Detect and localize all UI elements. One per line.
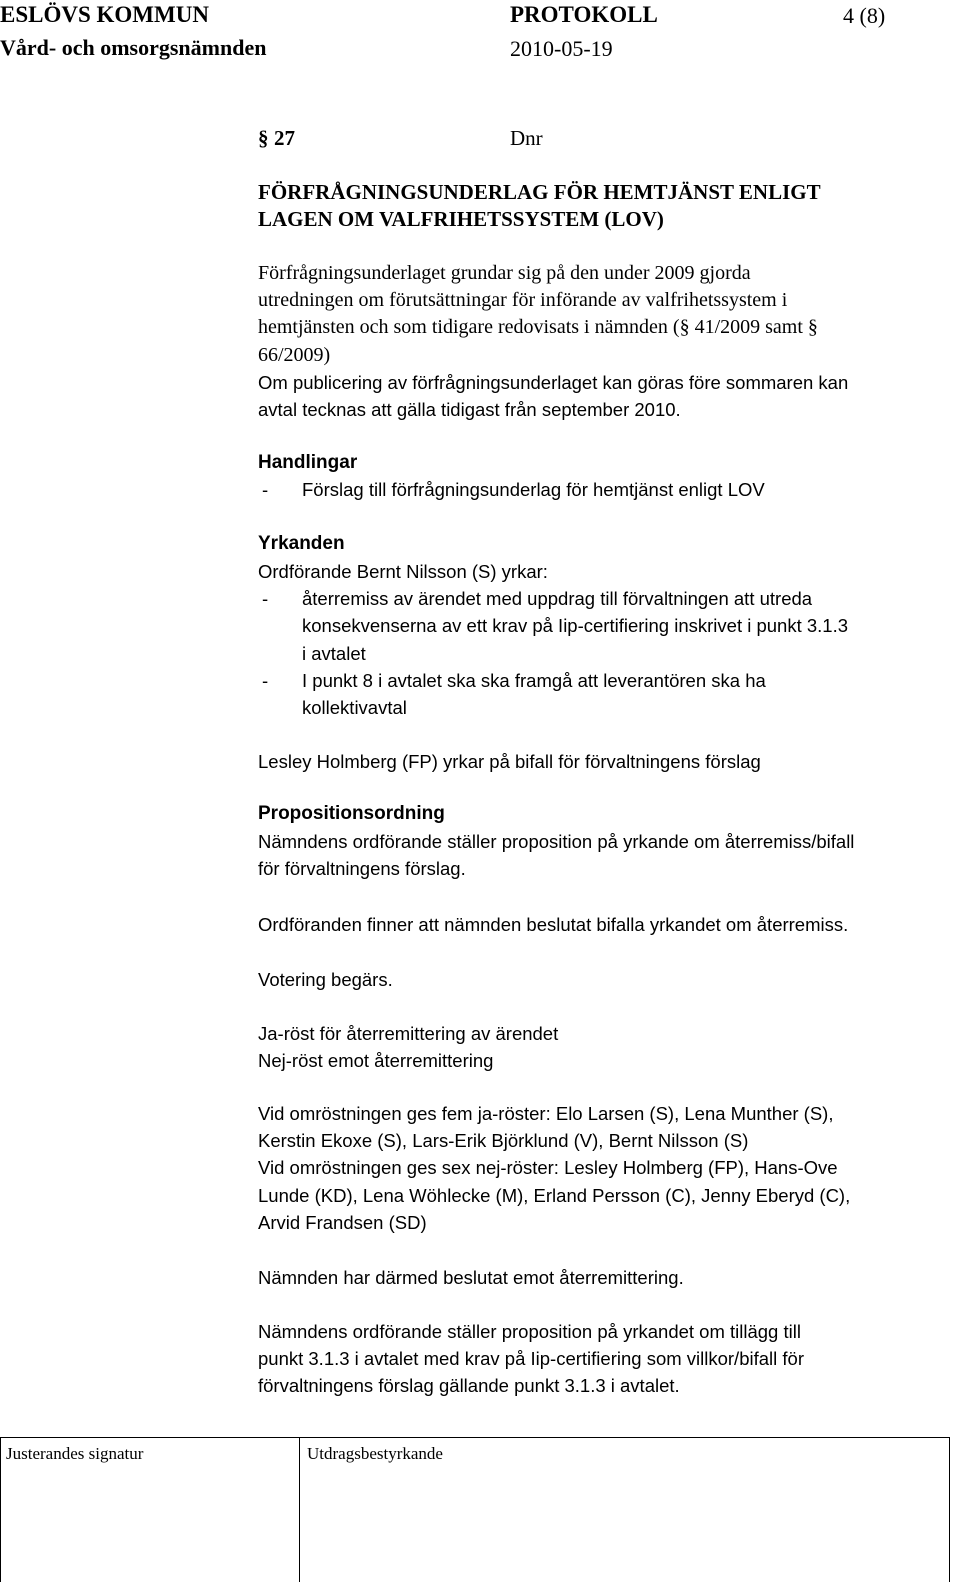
votering-requested: Votering begärs. [258,969,393,990]
proposition2-line-3: förvaltningens förslag gällande punkt 3.1.3 i avtalet. [258,1375,680,1397]
section-number: 27 [274,126,295,150]
handlingar-item [258,476,765,503]
yrkanden-item-1-line-3: i avtalet [302,642,366,664]
nej-votes-line-3: Arvid Frandsen (SD) [258,1211,427,1233]
intro-line-2: utredningen om förutsättningar för införande av valfrihetssystem i [258,289,788,312]
municipality-name: ESLÖVS KOMMUN [0,2,209,27]
proposition2-line-1: Nämndens ordförande ställer proposition på yrkandet om tillägg till [258,1321,801,1342]
yrkanden-intro: Ordförande Bernt Nilsson (S) yrkar: [258,561,548,582]
certification-label: Utdragsbestyrkande [307,1444,443,1463]
handlingar-list [258,476,765,503]
intro-line-5: Om publicering av förfrågningsunderlaget kan göras före sommaren kan [258,371,849,393]
section-title-line-2: LAGEN OM VALFRIHETSSYSTEM (LOV) [258,207,664,231]
footer-left-border [0,1437,1,1582]
proposition2-line-2: punkt 3.1.3 i avtalet med krav på Iip-certifiering som villkor/bifall för [258,1348,804,1370]
bullet-dash: - [262,588,269,610]
yrkanden-block [258,558,848,721]
holmberg-motion: Lesley Holmberg (FP) yrkar på bifall för förvaltningens förslag [258,751,761,772]
ja-votes-line-1: Vid omröstningen ges fem ja-röster: Elo Larsen (S), Lena Munther (S), [258,1103,834,1124]
bullet-dash: - [262,669,269,691]
proposition-line-2: för förvaltningens förslag. [258,858,466,880]
meeting-date: 2010-05-19 [510,36,613,61]
proposition-line-1: Nämndens ordförande ställer proposition på yrkande om återremiss/bifall [258,831,855,852]
dnr-label: Dnr [510,126,543,150]
yrkanden-item-1 [258,585,848,667]
vote-options [258,1020,558,1074]
proposition-paragraph-2 [258,1318,804,1400]
paragraph-symbol: § [679,316,690,339]
paragraph-symbol-2: § [807,316,818,339]
intro-line-3a: hemtjänsten och som tidigare redovisats i nämnden ( [258,316,680,339]
footer-top-rule [0,1437,950,1438]
yrkanden-heading: Yrkanden [258,533,345,554]
document-type: PROTOKOLL [510,2,658,27]
nej-option: Nej-röst emot återremittering [258,1050,494,1072]
section-symbol: § [258,126,269,150]
chair-finding: Ordföranden finner att nämnden beslutat bifalla yrkandet om återremiss. [258,914,849,935]
proposition-paragraph-1 [258,828,854,882]
footer-right-border [949,1437,950,1582]
yrkanden-item-2 [258,667,848,721]
intro-line-1: Förfrågningsunderlaget grundar sig på den under 2009 gjorda [258,262,751,284]
committee-name: Vård- och omsorgsnämnden [0,35,267,60]
handlingar-heading: Handlingar [258,452,358,473]
vote-results [258,1100,850,1236]
intro-line-3b: 41/2009 samt [689,316,803,339]
intro-line-6: avtal tecknas att gälla tidigast från september 2010. [258,399,681,421]
intro-line-4: 66/2009) [258,343,331,366]
intro-line-3 [258,314,848,341]
section-title-line-1: FÖRFRÅGNINGSUNDERLAG FÖR HEMTJÄNST ENLIGT [258,180,821,204]
propositionsordning-heading: Propositionsordning [258,803,445,824]
nej-votes-line-1: Vid omröstningen ges sex nej-röster: Lesley Holmberg (FP), Hans-Ove [258,1157,838,1179]
footer-divider [299,1437,300,1582]
page-number: 4 (8) [843,3,886,28]
intro-paragraph [258,260,848,423]
nej-votes-line-2: Lunde (KD), Lena Wöhlecke (M), Erland Persson (C), Jenny Eberyd (C), [258,1184,851,1206]
yrkanden-item-2-line-1: I punkt 8 i avtalet ska ska framgå att leverantören ska ha [302,669,766,691]
ja-option: Ja-röst för återremittering av ärendet [258,1023,559,1044]
handlingar-item-text: Förslag till förfrågningsunderlag för hemtjänst enligt LOV [302,479,765,500]
ja-votes-line-2: Kerstin Ekoxe (S), Lars-Erik Björklund (V), Bernt Nilsson (S) [258,1130,749,1152]
yrkanden-item-1-line-2: konsekvenserna av ett krav på Iip-certifiering inskrivet i punkt 3.1.3 [302,615,849,637]
bullet-dash: - [262,479,269,500]
signature-label: Justerandes signatur [6,1444,144,1463]
yrkanden-item-2-line-2: kollektivavtal [302,697,407,719]
yrkanden-item-1-line-1: återremiss av ärendet med uppdrag till förvaltningen att utreda [302,588,813,610]
vote-outcome: Nämnden har därmed beslutat emot återremittering. [258,1267,684,1288]
